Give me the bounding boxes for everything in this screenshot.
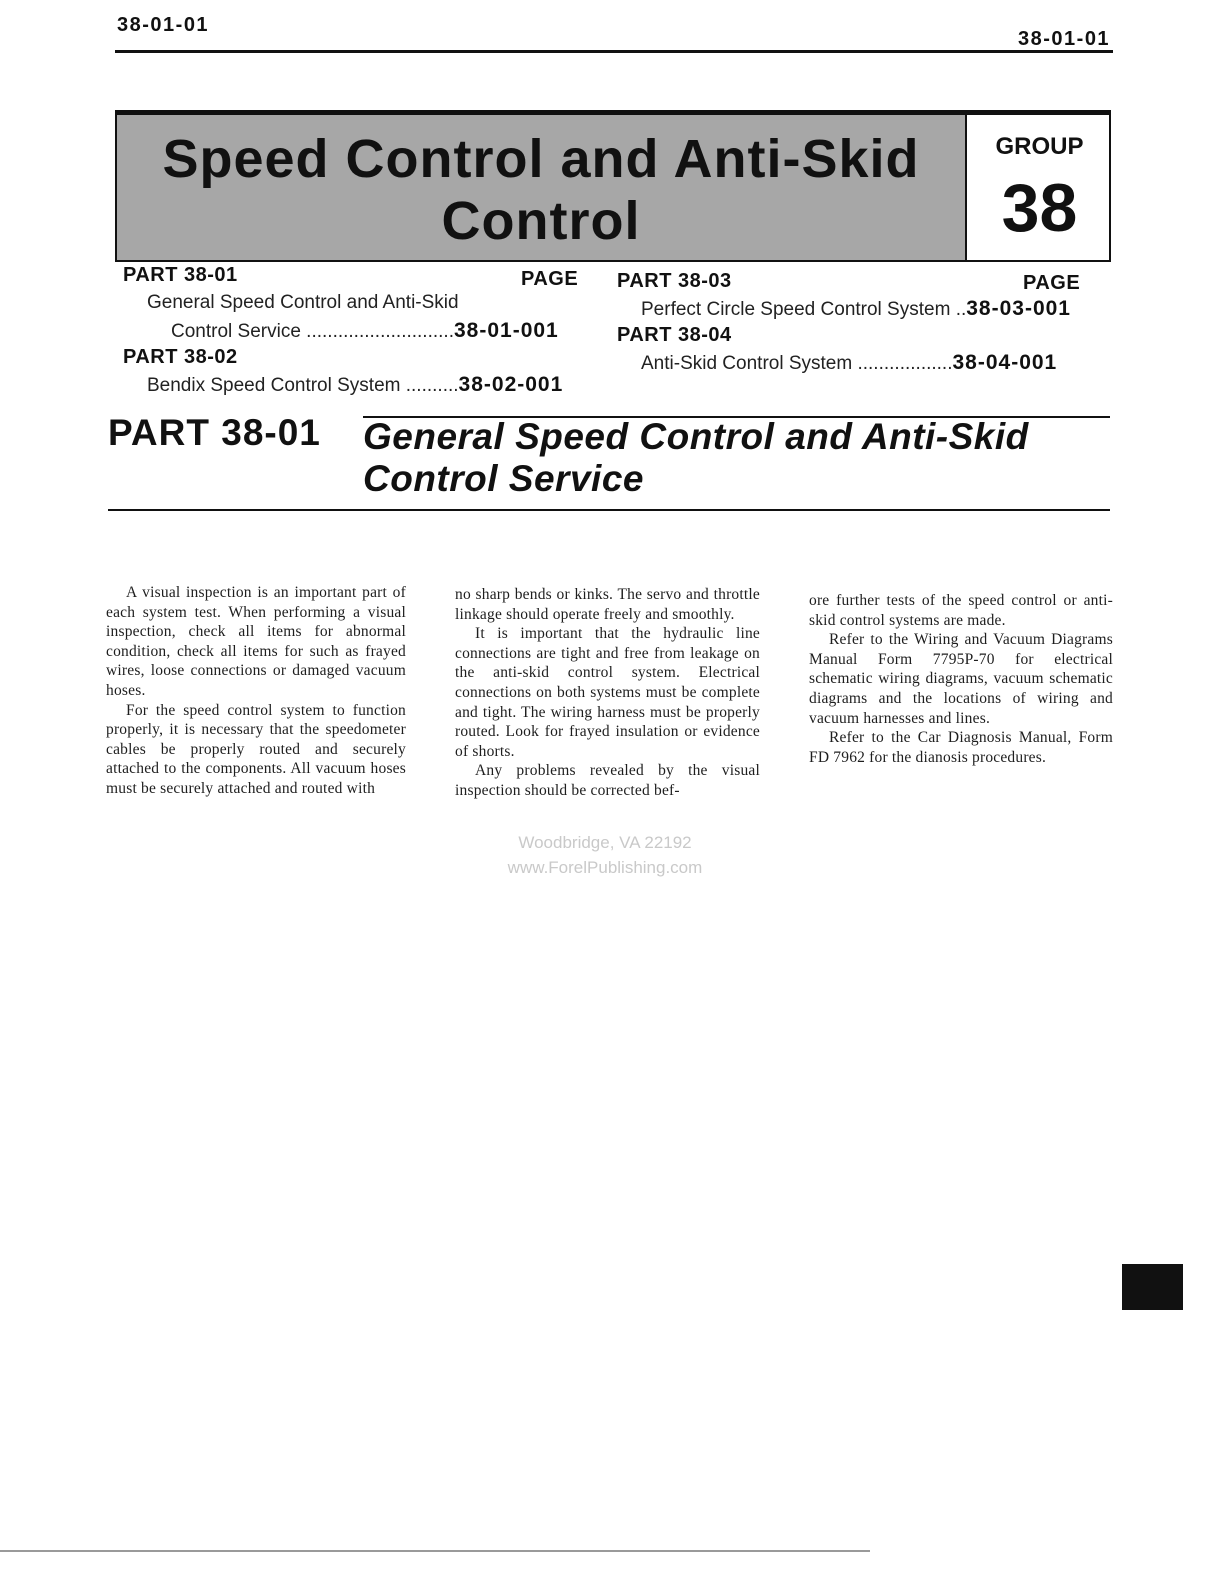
part-title [363, 416, 1123, 500]
toc-part-38-02: PART 38-02 [123, 346, 238, 368]
toc-entry-38-04 [641, 351, 1057, 375]
watermark-url: www.ForelPublishing.com [507, 858, 703, 877]
section-thumb-tab [1122, 1264, 1183, 1310]
toc-entry-38-04-label: Anti-Skid Control System [641, 353, 853, 374]
toc-entry-38-02-label: Bendix Speed Control System [147, 375, 401, 396]
toc-entry-38-01-label: Control Service [171, 321, 301, 342]
group-number: 38 [1001, 170, 1078, 246]
page-number-left: 38-01-01 [117, 14, 210, 36]
toc-page-38-03-001: 38-03-001 [966, 297, 1071, 320]
paragraph: It is important that the hydraulic line connections are tight and free from leakage on the anti-skid control system. Electrical connections on both systems must be complete and tight. The wiring harness must be properly routed. Look for frayed insulation or evidence of shorts. [455, 625, 760, 760]
body-column-2 [455, 585, 760, 801]
toc-page-38-02-001: 38-02-001 [458, 373, 564, 396]
part-title-line2: Control Service [363, 458, 644, 499]
toc-leader-dots: .. [955, 299, 967, 320]
toc-part-38-03: PART 38-03 [617, 270, 732, 292]
paragraph: Refer to the Car Diagnosis Manual, Form FD 7962 for the dianosis procedures. [809, 729, 1113, 766]
paragraph: A visual inspection is an important part of each system test. When performing a visual inspection, check all items for abnormal condition, check all items for such as frayed wires, loose connections or damaged vacuum hoses. [106, 584, 406, 699]
toc-leader-dots: .......... [405, 375, 459, 396]
toc-part-38-04: PART 38-04 [617, 324, 732, 346]
watermark-address: Woodbridge, VA 22192 [518, 833, 692, 852]
bottom-rule [0, 1550, 870, 1552]
paragraph: Any problems revealed by the visual inspection should be corrected bef- [455, 762, 760, 799]
toc-part-38-01: PART 38-01 [123, 264, 238, 286]
toc-page-38-04-001: 38-04-001 [952, 351, 1058, 374]
body-column-3 [809, 591, 1113, 767]
paragraph: For the speed control system to function properly, it is necessary that the speedometer cables be properly routed and securely attached to the components. All vacuum hoses must be securely attached and routed with [106, 701, 406, 797]
toc-page-header-left: PAGE [521, 268, 579, 290]
body-column-1 [106, 583, 406, 799]
paragraph: Refer to the Wiring and Vacuum Diagrams Manual Form 7795P-70 for electrical schematic wiring diagrams, vacuum schematic diagrams and the locations of wiring and vacuum harnesses and lines. [809, 631, 1113, 727]
group-title-line2: Control [441, 191, 641, 251]
toc-entry-38-02 [147, 373, 563, 397]
group-title-line1: Speed Control and Anti-Skid [162, 129, 920, 189]
toc-entry-38-01-line1: General Speed Control and Anti-Skid [147, 292, 459, 313]
toc-page-38-01-001: 38-01-001 [453, 319, 559, 342]
page-number-right: 38-01-01 [1018, 28, 1111, 50]
part-label: PART 38-01 [108, 412, 321, 453]
header-rule [115, 50, 1113, 53]
part-rule-bottom [108, 509, 1110, 511]
toc-entry-38-01-line2 [171, 319, 559, 343]
toc-leader-dots: ............................ [306, 321, 454, 342]
paragraph: ore further tests of the speed control or anti-skid control systems are made. [809, 592, 1113, 629]
group-label: GROUP [995, 133, 1084, 160]
toc-leader-dots: .................. [857, 353, 953, 374]
part-title-line1: General Speed Control and Anti-Skid [363, 416, 1029, 457]
paragraph: no sharp bends or kinks. The servo and throttle linkage should operate freely and smoothly. [455, 586, 760, 623]
group-title [117, 128, 965, 252]
toc-page-header-right: PAGE [1023, 272, 1081, 294]
toc-entry-38-03 [641, 297, 1071, 321]
toc-entry-38-03-label: Perfect Circle Speed Control System [641, 299, 951, 320]
